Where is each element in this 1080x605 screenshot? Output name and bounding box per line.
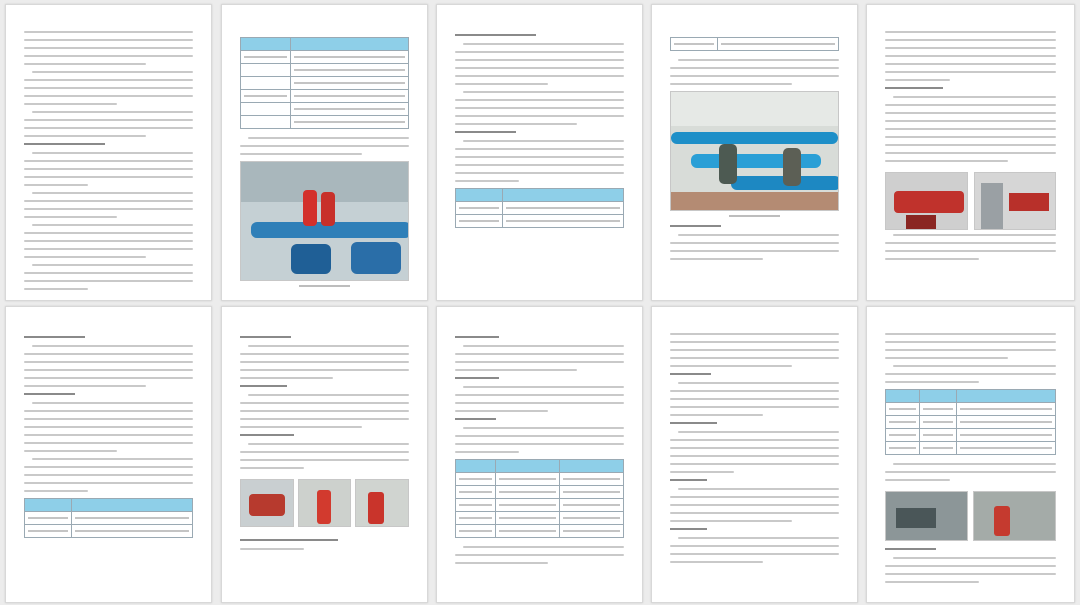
equipment-photo	[974, 172, 1057, 230]
section-heading	[670, 373, 711, 375]
section-heading	[455, 418, 496, 420]
document-page-1	[5, 4, 212, 301]
work-photo	[885, 491, 968, 541]
section-heading	[24, 143, 105, 145]
data-table	[240, 37, 409, 129]
section-heading	[670, 528, 707, 530]
work-photo	[240, 479, 294, 527]
work-photo	[355, 479, 409, 527]
section-heading	[455, 34, 536, 36]
section-heading	[240, 539, 338, 541]
document-page-10	[866, 306, 1075, 603]
document-page-9	[651, 306, 858, 603]
photo-caption	[729, 215, 780, 217]
section-heading	[455, 377, 499, 379]
section-heading	[670, 225, 721, 227]
section-heading	[24, 336, 85, 338]
section-heading	[240, 385, 287, 387]
equipment-photo	[240, 161, 409, 281]
section-heading	[455, 131, 516, 133]
document-page-5	[866, 4, 1075, 301]
section-heading	[24, 393, 75, 395]
section-heading	[240, 434, 294, 436]
equipment-photo	[885, 172, 968, 230]
work-photo	[298, 479, 352, 527]
document-page-2	[221, 4, 428, 301]
section-heading	[670, 422, 717, 424]
data-table	[885, 389, 1056, 455]
document-page-3	[436, 4, 643, 301]
photo-caption	[299, 285, 350, 287]
document-page-8	[436, 306, 643, 603]
document-page-4	[651, 4, 858, 301]
data-table	[455, 459, 624, 538]
section-heading	[885, 548, 936, 550]
section-heading	[455, 336, 499, 338]
data-table	[24, 498, 193, 538]
section-heading	[670, 479, 707, 481]
section-heading	[885, 87, 943, 89]
pipe-room-photo	[670, 91, 839, 211]
data-table	[455, 188, 624, 228]
document-page-7	[221, 306, 428, 603]
data-table	[670, 37, 839, 51]
section-heading	[240, 336, 291, 338]
document-page-6	[5, 306, 212, 603]
work-photo	[973, 491, 1056, 541]
